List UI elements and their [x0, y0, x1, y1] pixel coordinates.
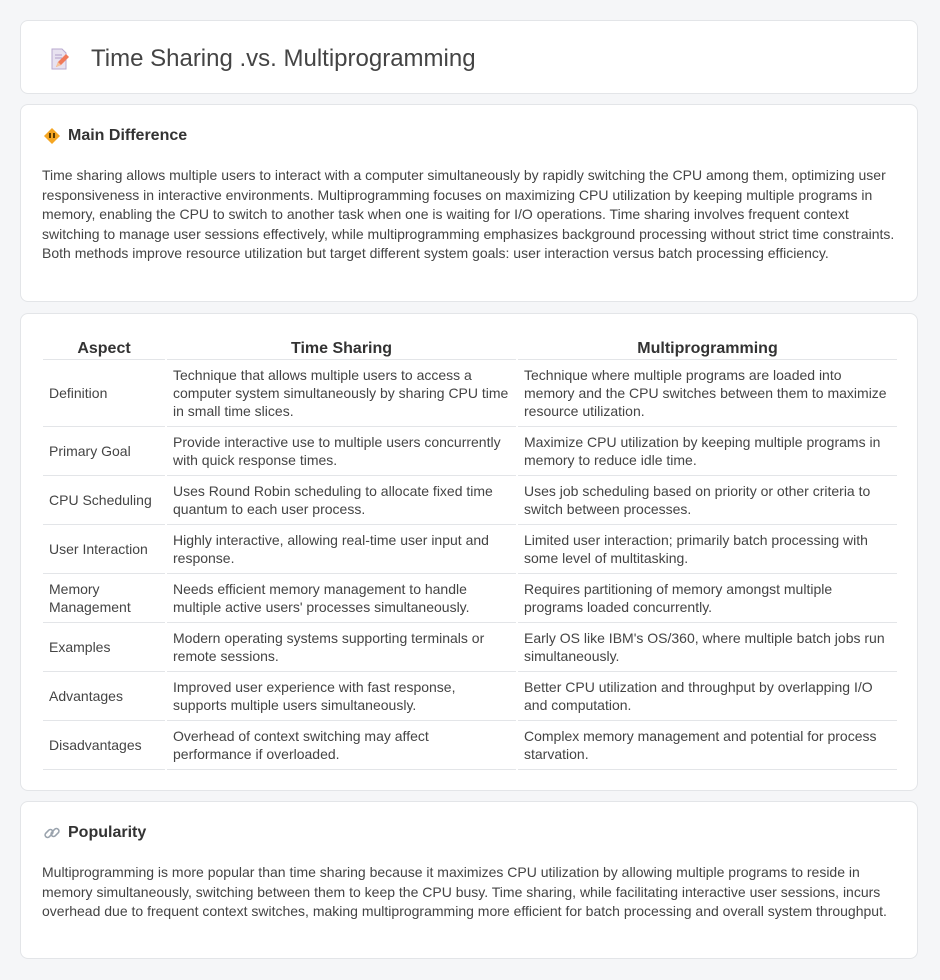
table-row — [43, 672, 897, 721]
aspect-cell: User Interaction — [43, 525, 165, 574]
aspect-cell: Memory Management — [43, 574, 165, 623]
comparison-table — [41, 332, 899, 770]
header-time-sharing: Time Sharing — [167, 332, 516, 360]
main-difference-card — [20, 104, 918, 302]
main-difference-title: Main Difference — [68, 127, 188, 144]
time-sharing-cell: Provide interactive use to multiple users concurrently with quick response times. — [167, 427, 516, 476]
document-pencil-icon — [47, 47, 71, 71]
multiprogramming-cell: Better CPU utilization and throughput by overlapping I/O and computation. — [518, 672, 897, 721]
link-icon — [43, 824, 61, 842]
time-sharing-cell: Overhead of context switching may affect performance if overloaded. — [167, 721, 516, 770]
time-sharing-cell: Highly interactive, allowing real-time user input and response. — [167, 525, 516, 574]
multiprogramming-cell: Technique where multiple programs are loaded into memory and the CPU switches between them to maximize resource utilization. — [518, 360, 897, 427]
multiprogramming-cell: Early OS like IBM's OS/360, where multiple batch jobs run simultaneously. — [518, 623, 897, 672]
time-sharing-cell: Improved user experience with fast response, supports multiple users simultaneously. — [167, 672, 516, 721]
aspect-cell: Primary Goal — [43, 427, 165, 476]
time-sharing-cell: Uses Round Robin scheduling to allocate fixed time quantum to each user process. — [167, 476, 516, 525]
popularity-text: Multiprogramming is more popular than time sharing because it maximizes CPU utilization by allowing multiple programs to reside in memory simultaneously, switching between them to keep the CPU busy. Time sharing, while facilitating interactive user sessions, incurs overhead due to frequent context switches, making multiprogramming more efficient for batch processing and overall system throughput. — [42, 864, 887, 919]
multiprogramming-cell: Requires partitioning of memory amongst multiple programs loaded concurrently. — [518, 574, 897, 623]
time-sharing-cell: Needs efficient memory management to handle multiple active users' processes simultaneously. — [167, 574, 516, 623]
table-row — [43, 574, 897, 623]
aspect-cell: Definition — [43, 360, 165, 427]
time-sharing-cell: Modern operating systems supporting terminals or remote sessions. — [167, 623, 516, 672]
main-difference-text: Time sharing allows multiple users to interact with a computer simultaneously by rapidly switching the CPU among them, optimizing user responsiveness in interactive environments. Multiprogramming focuses on maximizing CPU utilization by keeping multiple programs in memory, enabling the CPU to switch to another task when one is waiting for I/O operations. Time sharing involves frequent context switching to manage user sessions effectively, while multiprogramming emphasizes background processing without strict time constraints. Both methods improve resource utilization but target different system goals: user interaction versus batch processing efficiency. — [42, 167, 895, 261]
table-row — [43, 427, 897, 476]
popularity-heading — [43, 824, 146, 842]
aspect-cell: Examples — [43, 623, 165, 672]
table-header-row — [43, 332, 897, 360]
multiprogramming-cell: Maximize CPU utilization by keeping multiple programs in memory to reduce idle time. — [518, 427, 897, 476]
multiprogramming-cell: Uses job scheduling based on priority or other criteria to switch between processes. — [518, 476, 897, 525]
page-title: Time Sharing .vs. Multiprogramming — [91, 45, 476, 72]
aspect-cell: CPU Scheduling — [43, 476, 165, 525]
table-row — [43, 360, 897, 427]
header-aspect: Aspect — [43, 332, 165, 360]
table-row — [43, 721, 897, 770]
table-row — [43, 623, 897, 672]
title-card — [20, 20, 918, 94]
header-multiprogramming: Multiprogramming — [518, 332, 897, 360]
main-difference-heading — [43, 127, 187, 145]
multiprogramming-cell: Complex memory management and potential for process starvation. — [518, 721, 897, 770]
diamond-warning-icon — [43, 127, 61, 145]
aspect-cell: Disadvantages — [43, 721, 165, 770]
table-row — [43, 525, 897, 574]
time-sharing-cell: Technique that allows multiple users to access a computer system simultaneously by sharing CPU time in small time slices. — [167, 360, 516, 427]
popularity-card — [20, 801, 918, 959]
comparison-card — [20, 313, 918, 791]
table-row — [43, 476, 897, 525]
multiprogramming-cell: Limited user interaction; primarily batch processing with some level of multitasking. — [518, 525, 897, 574]
popularity-title: Popularity — [68, 824, 147, 841]
aspect-cell: Advantages — [43, 672, 165, 721]
